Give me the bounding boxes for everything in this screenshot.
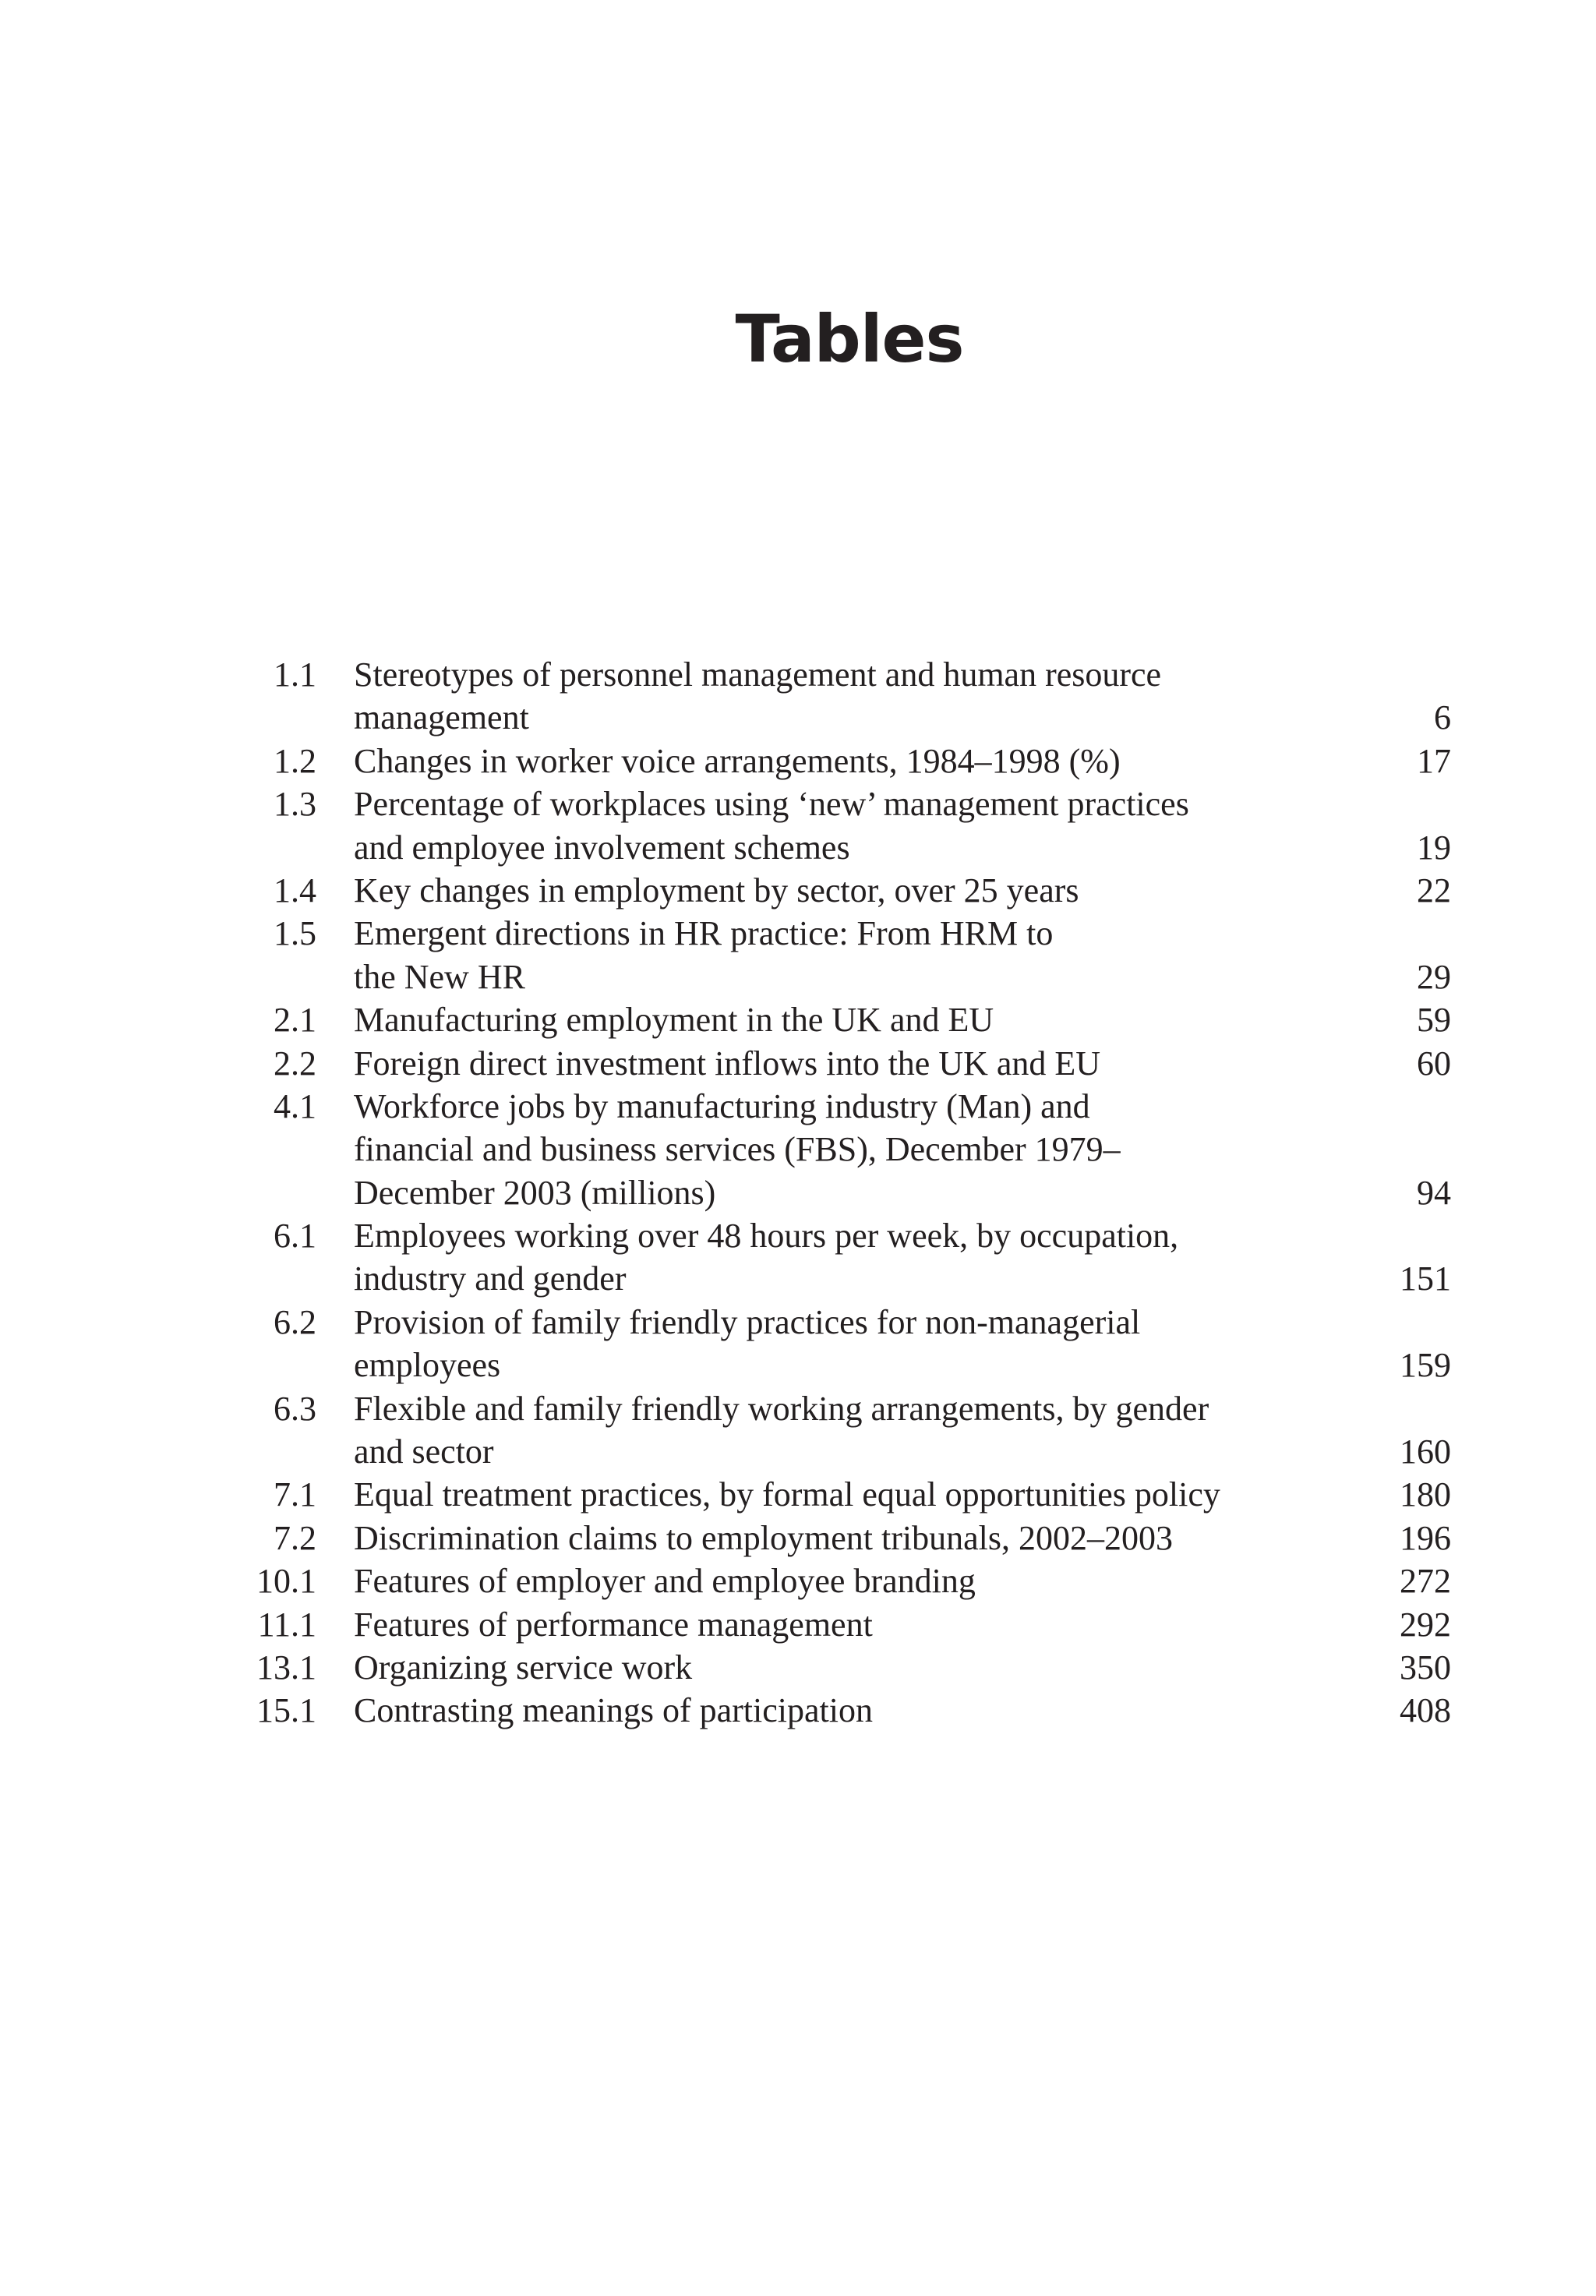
table-number: 1.1	[274, 655, 316, 694]
table-title: management	[354, 698, 529, 737]
table-title: employees	[354, 1346, 501, 1385]
list-item	[0, 1517, 1596, 1560]
page-number: 160	[1400, 1432, 1451, 1471]
entry-line	[0, 998, 1596, 1041]
entry-line	[0, 1517, 1596, 1560]
table-number: 1.5	[274, 914, 316, 953]
entry-line	[0, 1387, 1596, 1430]
entry-line	[0, 1560, 1596, 1602]
table-number: 7.2	[274, 1518, 316, 1557]
entry-line	[0, 1430, 1596, 1473]
entry-line	[0, 912, 1596, 955]
list-item	[0, 1214, 1596, 1301]
table-number: 11.1	[257, 1605, 316, 1644]
table-title: Features of employer and employee branding	[354, 1562, 976, 1601]
list-item	[0, 1473, 1596, 1516]
entry-line	[0, 1301, 1596, 1344]
entry-line	[0, 1085, 1596, 1128]
table-number: 10.1	[256, 1562, 316, 1601]
entry-line	[0, 782, 1596, 825]
table-title: Provision of family friendly practices for non-managerial	[354, 1302, 1141, 1341]
table-title: Contrasting meanings of participation	[354, 1691, 873, 1730]
table-number: 2.1	[274, 1001, 316, 1040]
entry-line	[0, 1257, 1596, 1300]
entry-line	[0, 1128, 1596, 1171]
entry-line	[0, 1042, 1596, 1085]
list-item	[0, 912, 1596, 998]
entry-line	[0, 826, 1596, 869]
entry-line	[0, 740, 1596, 782]
page-number: 151	[1400, 1259, 1451, 1298]
entry-line	[0, 1473, 1596, 1516]
entry-line	[0, 1171, 1596, 1214]
table-title: industry and gender	[354, 1259, 627, 1298]
table-list	[0, 653, 1596, 1733]
table-number: 13.1	[256, 1648, 316, 1687]
entry-line	[0, 1689, 1596, 1732]
table-title: Stereotypes of personnel management and human resource	[354, 655, 1162, 694]
list-item	[0, 1560, 1596, 1602]
table-number: 1.3	[274, 785, 316, 824]
entry-line	[0, 1214, 1596, 1257]
table-title: Workforce jobs by manufacturing industry (Man) and	[354, 1086, 1090, 1125]
table-title: financial and business services (FBS), December 1979–	[354, 1130, 1121, 1169]
table-title: Employees working over 48 hours per week, by occupation,	[354, 1217, 1179, 1256]
table-title: Percentage of workplaces using ‘new’ management practices	[354, 785, 1189, 824]
page-number: 350	[1400, 1648, 1451, 1687]
page-number: 17	[1417, 741, 1451, 780]
list-item	[0, 998, 1596, 1041]
page-title: Tables	[735, 301, 964, 377]
table-title: Changes in worker voice arrangements, 1984–1998 (%)	[354, 741, 1121, 780]
entry-line	[0, 653, 1596, 696]
table-title: Organizing service work	[354, 1648, 693, 1687]
page-number: 22	[1417, 871, 1451, 910]
table-title: and sector	[354, 1432, 494, 1471]
table-number: 7.1	[274, 1475, 316, 1514]
table-title: Foreign direct investment inflows into the UK and EU	[354, 1044, 1101, 1083]
entry-line	[0, 1603, 1596, 1646]
table-title: the New HR	[354, 957, 525, 996]
table-number: 6.3	[274, 1389, 316, 1428]
table-title: December 2003 (millions)	[354, 1173, 716, 1212]
table-number: 6.1	[274, 1217, 316, 1256]
table-number: 15.1	[256, 1691, 316, 1730]
table-number: 2.2	[274, 1044, 316, 1083]
page-number: 59	[1417, 1001, 1451, 1040]
table-title: Manufacturing employment in the UK and EU	[354, 1001, 994, 1040]
table-title: Equal treatment practices, by formal equal opportunities policy	[354, 1475, 1220, 1514]
table-number: 1.2	[274, 741, 316, 780]
list-item	[0, 1387, 1596, 1474]
list-item	[0, 869, 1596, 912]
list-item	[0, 1603, 1596, 1646]
table-title: Key changes in employment by sector, over 25 years	[354, 871, 1079, 910]
table-number: 1.4	[274, 871, 316, 910]
table-title: Emergent directions in HR practice: From HRM to	[354, 914, 1054, 953]
table-number: 4.1	[274, 1086, 316, 1125]
list-item	[0, 1085, 1596, 1214]
list-item	[0, 1646, 1596, 1689]
entry-line	[0, 1344, 1596, 1386]
list-item	[0, 782, 1596, 869]
list-item	[0, 1042, 1596, 1085]
table-title: Flexible and family friendly working arrangements, by gender	[354, 1389, 1209, 1428]
page-number: 180	[1400, 1475, 1451, 1514]
list-item	[0, 653, 1596, 740]
page-number: 6	[1434, 698, 1451, 737]
table-title: Discrimination claims to employment tribunals, 2002–2003	[354, 1518, 1173, 1557]
entry-line	[0, 869, 1596, 912]
entry-line	[0, 1646, 1596, 1689]
list-item	[0, 740, 1596, 782]
page-number: 272	[1400, 1562, 1451, 1601]
page-number: 292	[1400, 1605, 1451, 1644]
page-number: 29	[1417, 957, 1451, 996]
list-item	[0, 1301, 1596, 1387]
page-number: 60	[1417, 1044, 1451, 1083]
list-item	[0, 1689, 1596, 1732]
table-title: Features of performance management	[354, 1605, 873, 1644]
entry-line	[0, 696, 1596, 739]
page-number: 408	[1400, 1691, 1451, 1730]
page-number: 19	[1417, 828, 1451, 867]
page-number: 196	[1400, 1518, 1451, 1557]
page-number: 159	[1400, 1346, 1451, 1385]
table-number: 6.2	[274, 1302, 316, 1341]
page-number: 94	[1417, 1173, 1451, 1212]
table-title: and employee involvement schemes	[354, 828, 850, 867]
entry-line	[0, 955, 1596, 998]
